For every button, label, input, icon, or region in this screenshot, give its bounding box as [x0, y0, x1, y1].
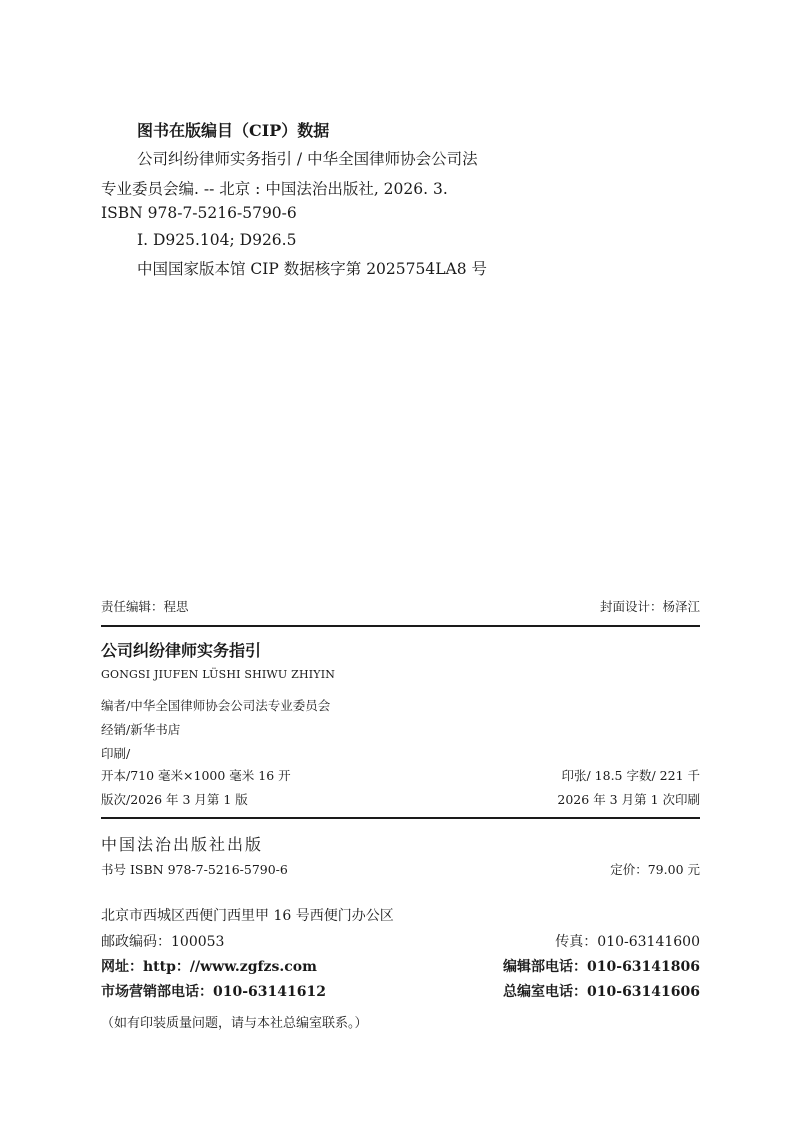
- cip-title: 图书在版编目（CIP）数据: [137, 121, 330, 140]
- fax-number: 传真：010-63141600: [555, 934, 700, 950]
- editorial-phone: 编辑部电话：010-63141806: [503, 959, 700, 975]
- cip-classification: Ⅰ. D925.104; D926.5: [137, 231, 297, 249]
- chief-editor-phone: 总编室电话：010-63141606: [503, 984, 700, 1000]
- book-isbn: 书号 ISBN 978-7-5216-5790-6: [101, 862, 288, 877]
- spec-printing: 印刷/: [101, 746, 131, 761]
- marketing-phone: 市场营销部电话：010-63141612: [101, 984, 326, 1000]
- spec-sheets: 印张/ 18.5 字数/ 221 千: [561, 768, 700, 783]
- cover-designer: 封面设计：杨泽江: [599, 599, 700, 614]
- top-divider: [101, 625, 700, 627]
- spec-editor: 编者/中华全国律师协会公司法专业委员会: [101, 698, 331, 713]
- bottom-divider: [101, 817, 700, 819]
- cip-isbn: ISBN 978-7-5216-5790-6: [101, 204, 297, 222]
- book-price: 定价：79.00 元: [610, 862, 700, 877]
- publisher-address: 北京市西城区西便门西里甲 16 号西便门办公区: [101, 908, 394, 924]
- website: 网址：http：//www.zgfzs.com: [101, 959, 317, 975]
- cip-line-1: 公司纠纷律师实务指引 / 中华全国律师协会公司法: [137, 150, 478, 168]
- publisher-name: 中国法治出版社出版: [101, 835, 264, 854]
- postcode: 邮政编码：100053: [101, 934, 225, 950]
- book-title: 公司纠纷律师实务指引: [101, 641, 262, 660]
- spec-edition: 版次/2026 年 3 月第 1 版: [101, 792, 248, 807]
- spec-format: 开本/710 毫米×1000 毫米 16 开: [101, 768, 291, 783]
- spec-print-run: 2026 年 3 月第 1 次印刷: [557, 792, 700, 807]
- book-pinyin: GONGSI JIUFEN LÜSHI SHIWU ZHIYIN: [101, 668, 336, 681]
- responsible-editor: 责任编辑：程思: [101, 599, 189, 614]
- quality-note: （如有印装质量问题，请与本社总编室联系。）: [101, 1016, 368, 1031]
- cip-verification: 中国国家版本馆 CIP 数据核字第 2025754LA8 号: [137, 260, 487, 278]
- spec-distribution: 经销/新华书店: [101, 722, 181, 737]
- cip-line-2: 专业委员会编. -- 北京 : 中国法治出版社, 2026. 3.: [101, 180, 448, 198]
